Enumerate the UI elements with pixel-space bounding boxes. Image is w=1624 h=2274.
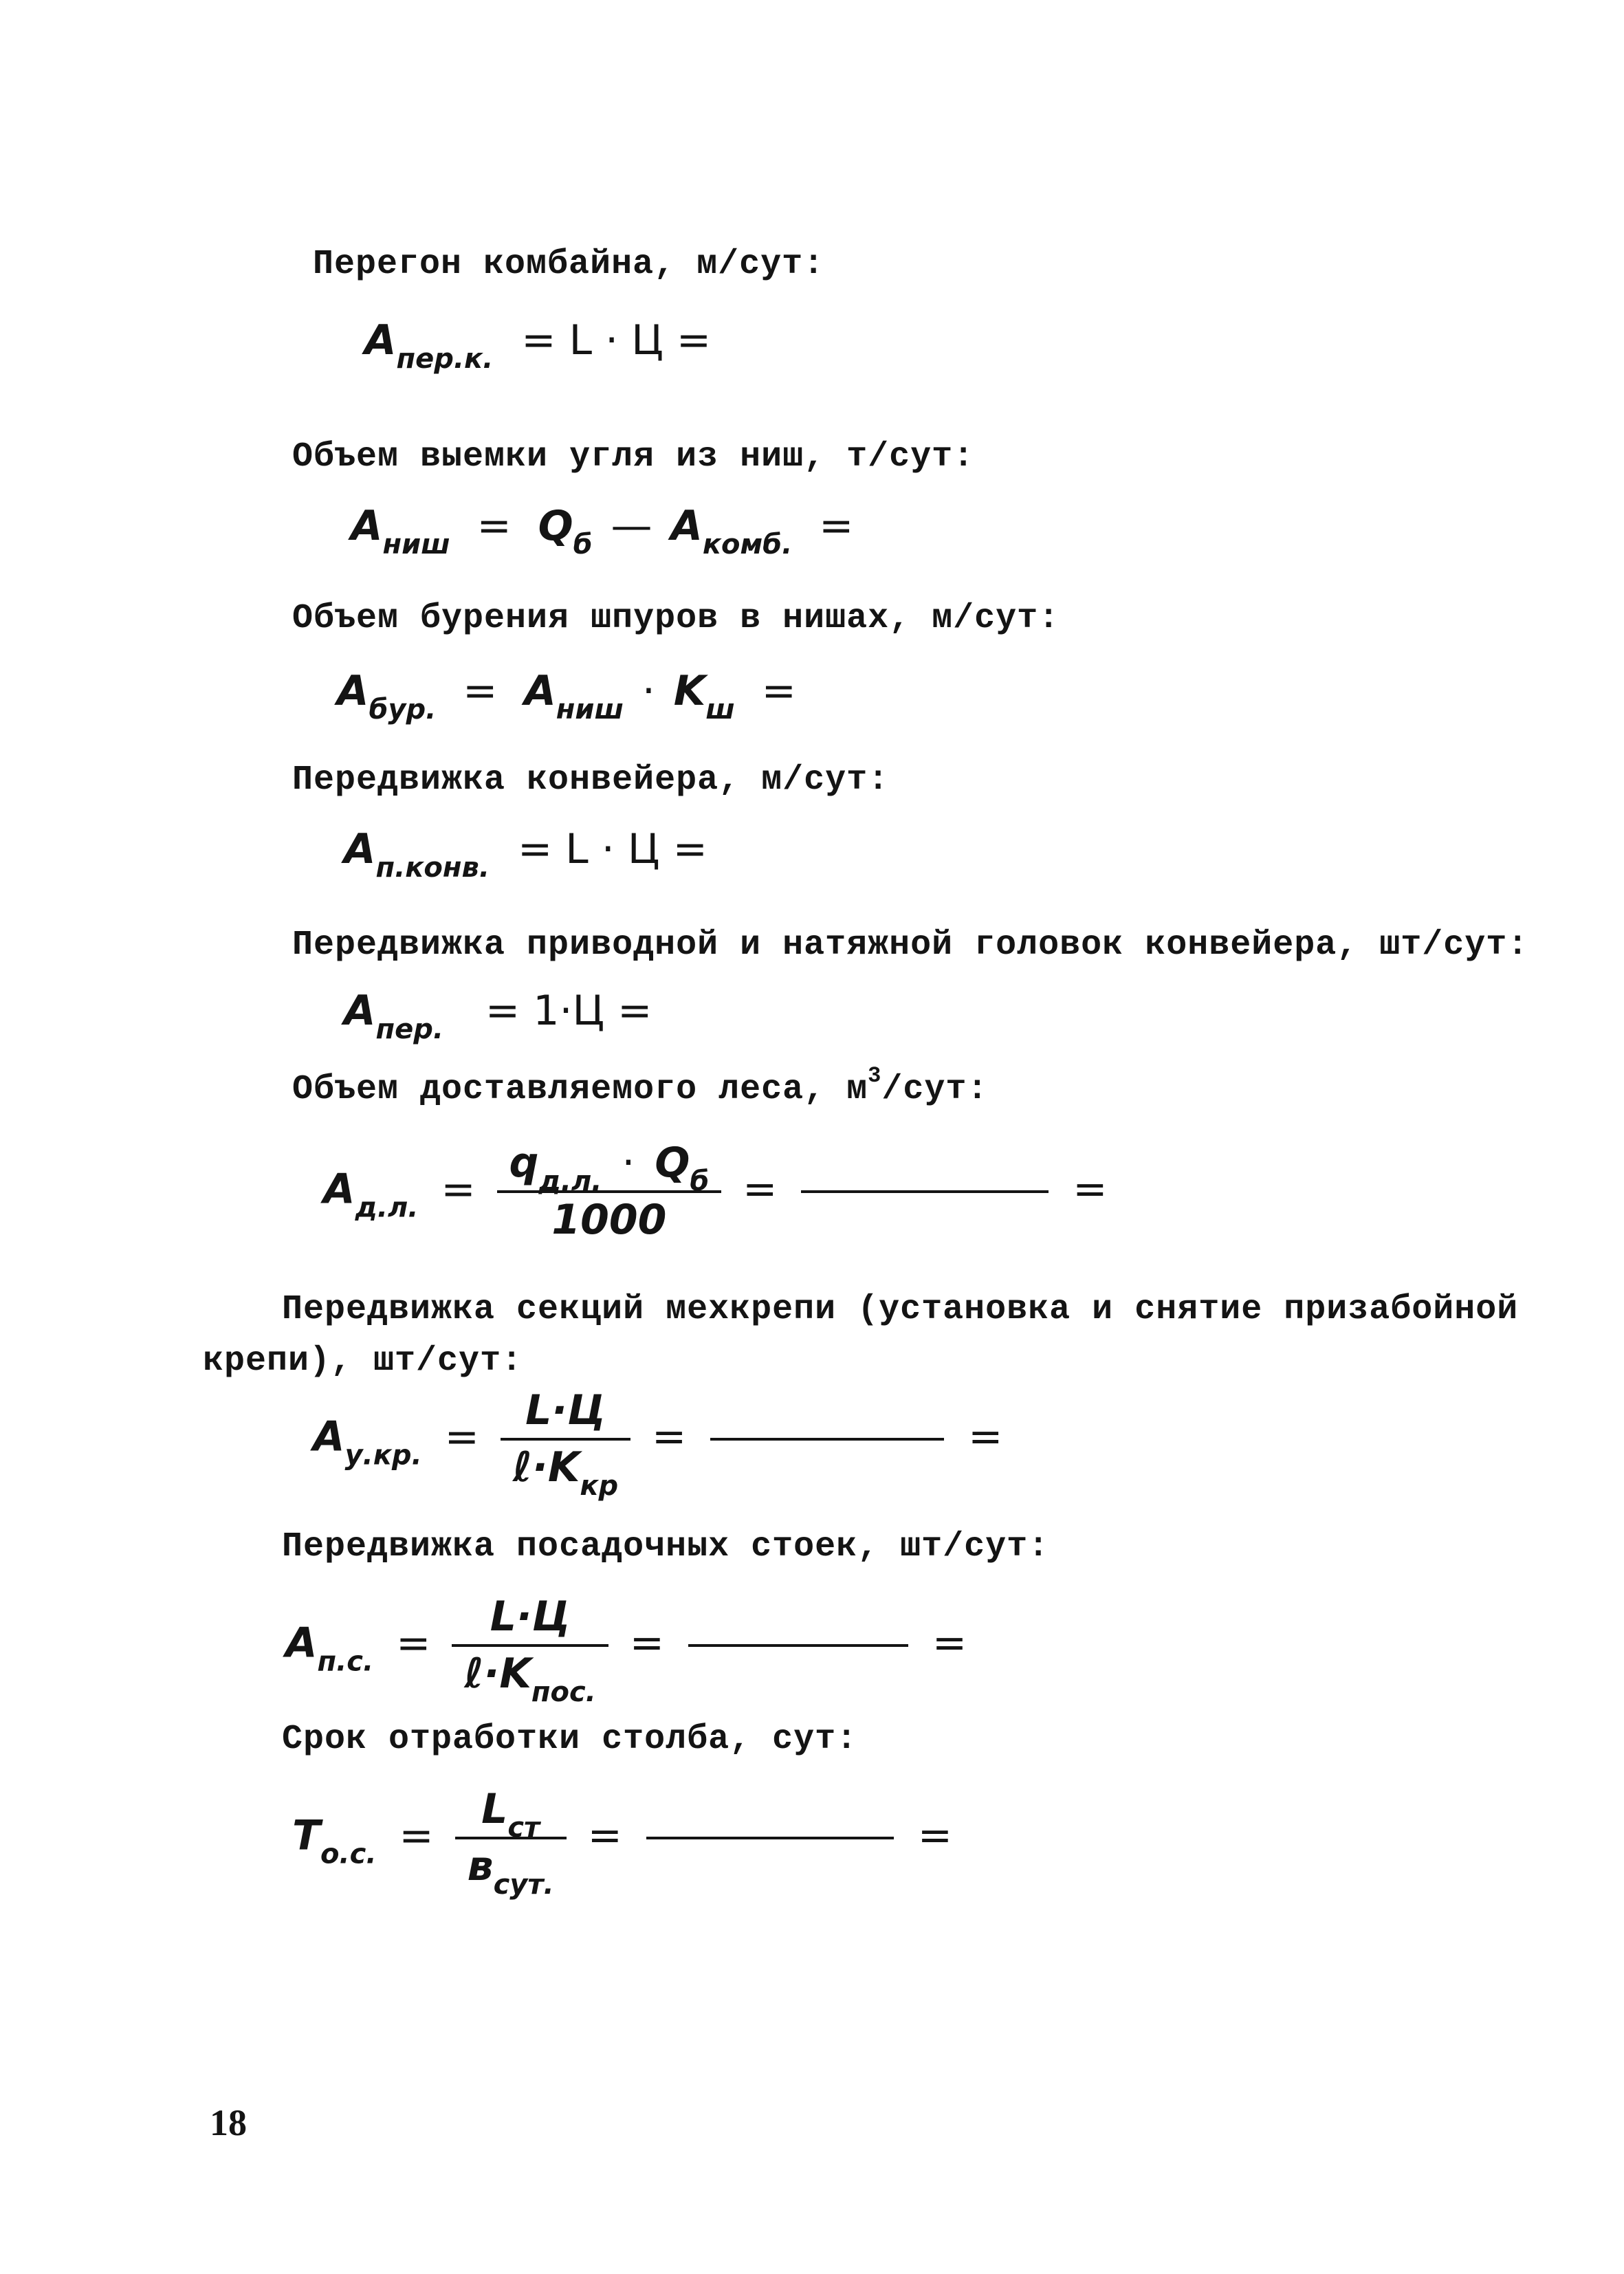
blank-answer-line	[710, 1438, 944, 1441]
page-number: 18	[210, 2102, 247, 2143]
fraction-timber: $\frac{q_{д.л.} \cdot Q_б}{1000}$	[497, 1141, 722, 1242]
heading-timber-volume: Объем доставляемого леса, $м^3$/сут:	[292, 1063, 989, 1109]
blank-answer-line	[688, 1644, 908, 1647]
heading-conveyor-move: Передвижка конвейера, м/сут:	[292, 761, 890, 800]
formula-props-move: $A_{п.с.}$ = $\frac{L\cdot Ц}{\ell\cdot K_{пос.}}$ = =	[285, 1593, 967, 1708]
formula-pillar-mining-time: $T_{о.с.}$ = $\frac{L_{ст}}{в_{сут.}}$ = =	[292, 1785, 952, 1901]
blank-answer-line	[646, 1837, 894, 1839]
heading-support-sections-move: Передвижка секций мехкрепи (установка и снятие призабойной	[282, 1290, 1519, 1329]
fraction-support-sections: $\frac{L\cdot Ц}{\ell\cdot K_{кр}}$	[501, 1389, 630, 1489]
heading-niche-coal-volume: Объем выемки угля из ниш, т/сут:	[292, 437, 975, 477]
fraction-bar	[452, 1644, 608, 1647]
heading-props-move: Передвижка посадочных стоек, шт/сут:	[282, 1527, 1050, 1566]
fraction-bar	[497, 1190, 722, 1193]
heading-conveyor-heads-move: Передвижка приводной и натяжной головок конвейера, шт/сут:	[292, 926, 1529, 965]
formula-conveyor-move: $A_{п.конв.} = L \cdot Ц$ =	[344, 825, 707, 884]
formula-niche-coal-volume: $A_{ниш} = Q_б$ — $A_{комб.}$ =	[351, 502, 854, 560]
blank-answer-line	[801, 1190, 1049, 1193]
formula-combine-relocation: $A_{пер.к.} = L \cdot Ц$ =	[364, 316, 712, 375]
fraction-pillar-time: $\frac{L_{ст}}{в_{сут.}}$	[455, 1788, 567, 1888]
formula-drilling-volume: $A_{бур.} = A_{ниш} \cdot K_ш$ =	[337, 667, 796, 725]
heading-combine-relocation: Перегон комбайна, м/сут:	[313, 245, 825, 284]
heading-support-sections-move-cont: крепи), шт/сут:	[203, 1342, 523, 1381]
heading-pillar-mining-time: Срок отработки столба, сут:	[282, 1720, 858, 1759]
fraction-props: $\frac{L\cdot Ц}{\ell\cdot K_{пос.}}$	[452, 1595, 608, 1696]
formula-support-sections-move: $A_{у.кр.}$ = $\frac{L\cdot Ц}{\ell\cdot K_{кр}}$ = =	[313, 1386, 1003, 1502]
heading-drilling-volume: Объем бурения шпуров в нишах, м/сут:	[292, 599, 1060, 638]
formula-timber-volume: $A_{д.л.}$ = $\frac{q_{д.л.} \cdot Q_б}{1000}$ = =	[323, 1139, 1108, 1244]
fraction-bar	[501, 1438, 630, 1441]
formula-conveyor-heads-move: $A_{пер.} = 1\cdot Ц$ =	[344, 987, 652, 1045]
